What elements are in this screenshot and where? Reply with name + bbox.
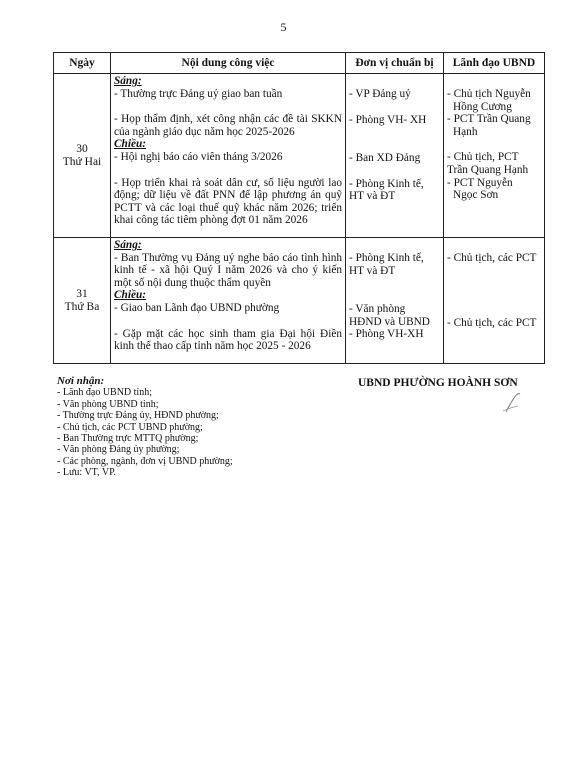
leader-item: - Chủ tịch, các PCT	[447, 252, 537, 264]
leader-item: - PCT Trần Quang	[447, 113, 531, 126]
unit-cell	[346, 238, 444, 364]
recipient-item: - Văn phòng Đảng ủy phường;	[57, 444, 180, 456]
recipient-item: - Chủ tịch, các PCT UBND phường;	[57, 421, 203, 433]
table-row	[54, 74, 545, 238]
task-item: - Họp triển khai rà soát dân cư, số liệu người lao động; dữ liệu về đất PNN để lập phương án quỹ PCTT và các loại thuế quỹ khác năm 2026; triển khai công tác tiêm phòng đợt 01 năm 2026	[114, 176, 342, 227]
recipient-item: - Thường trực Đảng ủy, HĐND phường;	[57, 410, 219, 422]
recipients-title: Nơi nhận:	[57, 375, 105, 387]
header-unit: Đơn vị chuẩn bị	[346, 53, 444, 74]
leader-cell	[444, 238, 545, 364]
leader-item: Hồng Cương	[453, 100, 512, 113]
header-content: Nội dung công việc	[111, 53, 346, 74]
leader-item: - Chủ tịch Nguyễn	[447, 88, 531, 100]
recipient-item: - Ban Thường trực MTTQ phường;	[57, 433, 199, 445]
task-item: - Giao ban Lãnh đạo UBND phường	[114, 301, 280, 314]
unit-item: HĐND và UBND	[349, 315, 430, 328]
page-number: 5	[280, 20, 287, 34]
recipient-item: - Lưu: VT, VP.	[57, 467, 117, 479]
recipient-item: - Các phòng, ngành, đơn vị UBND phường;	[57, 455, 233, 467]
unit-item: - Phòng Kinh tế,	[349, 177, 424, 190]
schedule-table	[53, 52, 545, 364]
day-cell	[54, 74, 111, 238]
unit-item: - Ban XD Đảng	[349, 152, 421, 165]
signature-mark	[500, 392, 524, 414]
unit-cell	[346, 74, 444, 238]
morning-label: Sáng:	[114, 239, 142, 251]
day-weekday: Thứ Ba	[64, 300, 100, 313]
content-cell	[111, 238, 346, 364]
leader-item: Hạnh	[453, 125, 478, 138]
morning-label: Sáng:	[114, 75, 142, 87]
task-item: - Gặp mặt các học sinh tham gia Đại hội Điền kinh thể thao cấp tỉnh năm học 2025 - 2026	[114, 327, 342, 353]
leader-cell	[444, 74, 545, 238]
leader-item: - Chủ tịch, PCT	[447, 151, 519, 164]
table-header-row	[54, 53, 545, 74]
day-date: 31	[76, 287, 88, 300]
task-item: - Hội nghị báo cáo viên tháng 3/2026	[114, 150, 283, 163]
recipient-item: - Lãnh đạo UBND tỉnh;	[57, 387, 152, 399]
task-item: - Thường trực Đảng uỷ giao ban tuần	[114, 87, 283, 100]
recipient-item: - Văn phòng UBND tỉnh;	[57, 398, 159, 410]
unit-item: - Văn phòng	[349, 303, 406, 316]
content-cell	[111, 74, 346, 238]
unit-item: HT và ĐT	[349, 264, 396, 277]
afternoon-label: Chiều:	[114, 289, 147, 302]
leader-item: Ngọc Sơn	[453, 189, 499, 202]
recipients-block	[57, 376, 233, 479]
task-item: - Họp thẩm định, xét công nhận các đề tài SKKN của ngành giáo dục năm học 2025-2026	[114, 113, 342, 138]
unit-item: - Phòng Kinh tế,	[349, 252, 424, 264]
table-row	[54, 238, 545, 364]
unit-item: - VP Đảng uỷ	[349, 88, 411, 100]
header-day: Ngày	[54, 53, 111, 74]
day-weekday: Thứ Hai	[62, 155, 102, 168]
unit-item: HT và ĐT	[349, 190, 396, 203]
leader-item: - PCT Nguyễn	[447, 176, 513, 189]
day-cell	[54, 238, 111, 364]
leader-item: Trần Quang Hạnh	[447, 163, 529, 176]
signature-org: UBND PHƯỜNG HOÀNH SƠN	[358, 377, 518, 389]
task-item: - Ban Thường vụ Đảng uỷ nghe báo cáo tình hình kinh tế - xã hội Quý I năm 2026 và cho ý kiến một số nội dung thuộc thẩm quyền	[114, 251, 342, 289]
header-leader: Lãnh đạo UBND	[444, 53, 545, 74]
day-date: 30	[76, 142, 88, 155]
unit-item: - Phòng VH- XH	[349, 113, 427, 126]
unit-item: - Phòng VH-XH	[349, 328, 424, 341]
leader-item: - Chủ tịch, các PCT	[447, 316, 537, 329]
afternoon-label: Chiều:	[114, 138, 147, 151]
